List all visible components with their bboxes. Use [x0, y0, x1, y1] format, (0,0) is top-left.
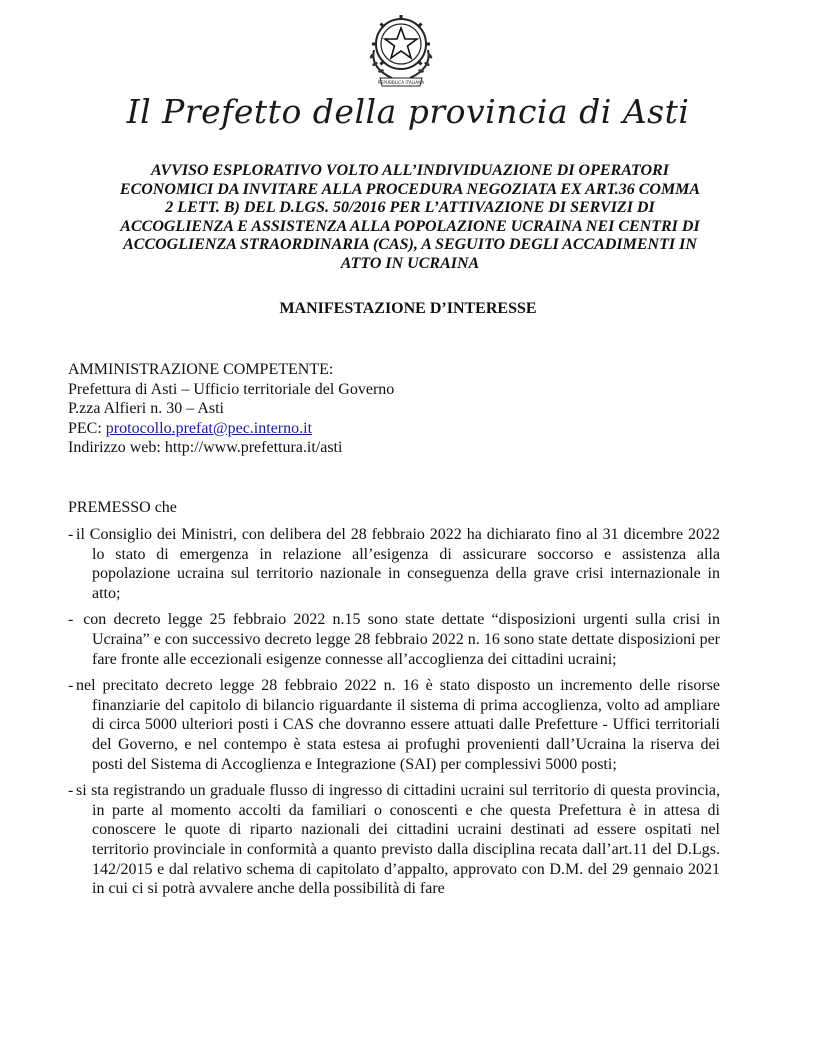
- pec-email-link[interactable]: protocollo.prefat@pec.interno.it: [105, 419, 313, 437]
- list-item-text: si sta registrando un graduale flusso di ingresso di cittadini ucraini sul territorio di questa provincia, in parte al momento accolti da familiari o conoscenti e che questa Prefettura è in attesa di conoscere le quote di riparto nazionali dei cittadini ucraini destinati ad essere ospitati nel territorio provinciale in conformità a quanto previsto dalla disciplina recata dall’art.11 del D.Lgs. 142/2015 e dal relativo schema di capitolato d’appalto, approvato con D.M. del 29 gennaio 2021 in cui ci si potrà avvalere anche della possibilità di fare: [76, 782, 720, 898]
- list-item: [68, 610, 720, 669]
- administration-office: Prefettura di Asti – Ufficio territoriale del Governo: [68, 380, 395, 398]
- list-item-text: con decreto legge 25 febbraio 2022 n.15 sono state dettate “disposizioni urgenti sulla crisi in Ucraina” e con successivo decreto legge 28 febbraio 2022 n. 16 sono state dettate disposizioni per fare fronte alle eccezionali esigenze connesse all’accoglienza dei cittadini ucraini;: [83, 611, 721, 668]
- administration-block: [68, 360, 748, 458]
- list-bullet: -: [68, 782, 74, 800]
- pec-label: PEC:: [68, 419, 106, 437]
- svg-text:REPUBBLICA ITALIANA: REPUBBLICA ITALIANA: [377, 80, 425, 86]
- notice-subtitle: MANIFESTAZIONE D’INTERESSE: [279, 300, 537, 317]
- premises-intro: PREMESSO che: [68, 499, 177, 516]
- notice-title-line: AVVISO ESPLORATIVO VOLTO ALL’INDIVIDUAZIONE DI OPERATORI: [151, 162, 669, 179]
- list-bullet: -: [68, 526, 74, 543]
- list-item: [68, 676, 720, 774]
- notice-title-line: ACCOGLIENZA E ASSISTENZA ALLA POPOLAZIONE UCRAINA NEI CENTRI DI: [120, 217, 700, 235]
- list-item-text: nel precitato decreto legge 28 febbraio 2022 n. 16 è stato disposto un incremento delle risorse finanziarie del capitolo di bilancio riguardante il sistema di prima accoglienza, volto ad ampliare di circa 5000 ulteriori posti i CAS che dovranno essere attuati dalle Prefetture - Uffici territoriali del Governo, e nel contempo è stata estesa ai profughi provenienti dall’Ucraina la riserva dei posti del Sistema di Accoglienza e Integrazione (SAI) per complessivi 5000 posti;: [76, 677, 720, 773]
- list-item: [68, 781, 720, 899]
- notice-title-line: ATTO IN UCRAINA: [340, 254, 480, 272]
- italian-republic-emblem-icon: [362, 10, 440, 90]
- administration-address: P.zza Alfieri n. 30 – Asti: [68, 400, 224, 417]
- list-item-text: il Consiglio dei Ministri, con delibera del 28 febbraio 2022 ha dichiarato fino al 31 dicembre 2022 lo stato di emergenza in relazione all’esigenza di assicurare soccorso e assistenza alla popolazione ucraina sul territorio nazionale in conseguenza della grave crisi internazionale in atto;: [76, 526, 720, 602]
- list-item: [68, 525, 720, 603]
- list-bullet: -: [68, 677, 74, 695]
- list-bullet: -: [68, 611, 74, 629]
- notice-title-line: 2 LETT. B) DEL D.LGS. 50/2016 PER L’ATTIVAZIONE DI SERVIZI DI: [165, 199, 655, 217]
- authority-heading: Il Prefetto della provincia di Asti: [126, 92, 690, 131]
- administration-heading: AMMINISTRAZIONE COMPETENTE:: [68, 361, 334, 378]
- administration-pec: [68, 419, 748, 439]
- administration-web: Indirizzo web: http://www.prefettura.it/asti: [68, 439, 343, 456]
- notice-title-line: ECONOMICI DA INVITARE ALLA PROCEDURA NEGOZIATA EX ART.36 COMMA: [119, 180, 701, 198]
- notice-title: [70, 162, 750, 274]
- premises-list: [68, 525, 720, 906]
- notice-title-line: ACCOGLIENZA STRAORDINARIA (CAS), A SEGUITO DEGLI ACCADIMENTI IN: [123, 236, 697, 254]
